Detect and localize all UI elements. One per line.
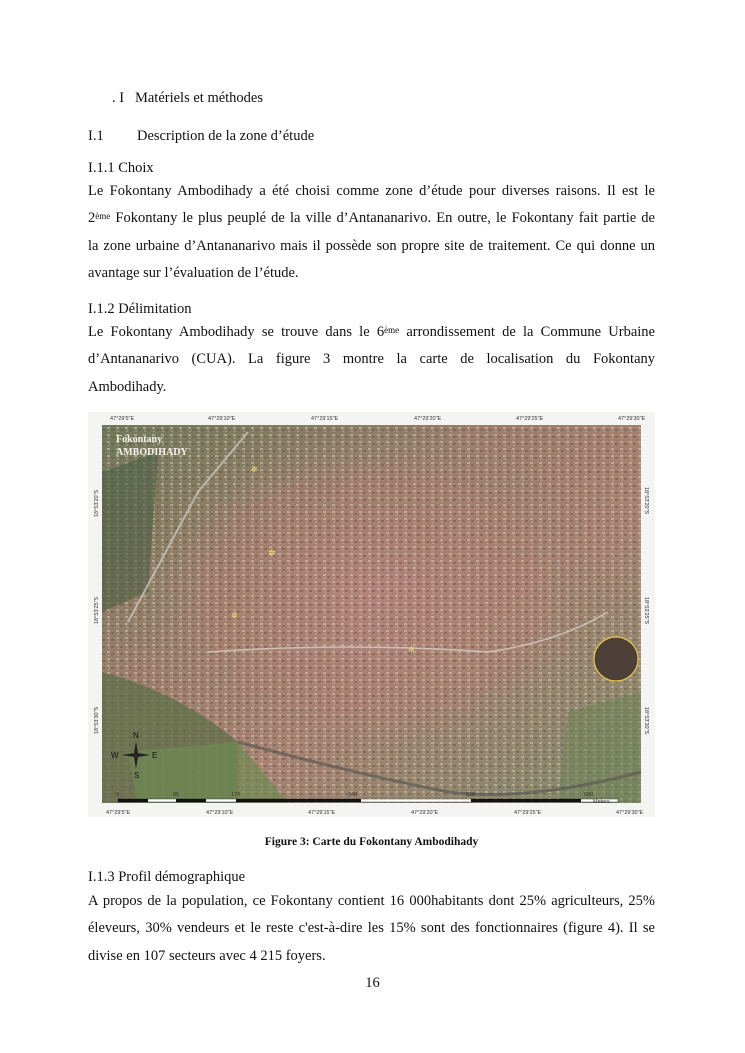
delim-line-1 — [88, 319, 655, 346]
choix-line-3: la zone urbaine d’Antananarivo mais il possède son propre site de traitement. Ce qui donne un — [88, 237, 655, 254]
left-tick-label: 18°53'30"S — [94, 706, 100, 734]
compass-e: E — [152, 751, 158, 760]
profil-line-2: éleveurs, 30% vendeurs et le reste c'est-à-dire les 15% sont des fonctionnaires (figure 4). Il se — [88, 920, 655, 937]
right-tick-label: 18°53'25"S — [643, 597, 649, 625]
ordinal-suffix: ème — [95, 211, 111, 222]
subsection-title: Description de la zone d’étude — [137, 128, 315, 144]
map-title-line-1: Fokontany — [116, 434, 163, 445]
figure-caption: Figure 3: Carte du Fokontany Ambodihady — [264, 836, 479, 848]
choix-line-2 — [88, 205, 655, 232]
profil-paragraph — [88, 888, 655, 970]
ordinal-number: 2 — [88, 210, 96, 227]
top-tick-label: 47°29'5"E — [110, 416, 135, 422]
marker-star: ✲ — [408, 645, 415, 654]
choix-line-4: avantage sur l’évaluation de l’étude. — [88, 264, 299, 281]
section-number: . I — [112, 90, 125, 106]
profil-heading: I.1.3 Profil démographique — [88, 869, 246, 885]
bottom-tick-label: 47°29'10"E — [206, 810, 234, 816]
bottom-tick-label: 47°29'25"E — [514, 810, 542, 816]
bottom-tick-label: 47°29'5"E — [106, 810, 131, 816]
section-title: Matériels et méthodes — [134, 90, 264, 106]
left-tick-label: 18°53'20"S — [94, 489, 100, 517]
map-title-line-2: AMBODIHADY — [116, 447, 188, 458]
delimitation-heading: I.1.2 Délimitation — [88, 301, 192, 317]
marker-star: ✲ — [231, 611, 238, 620]
right-tick-label: 18°53'30"S — [643, 707, 649, 735]
scale-label: 85 — [173, 792, 180, 798]
highlight-circle — [594, 637, 638, 681]
scale-label: 0 — [116, 792, 120, 798]
choix-paragraph — [88, 178, 655, 287]
top-tick-label: 47°29'30"E — [618, 416, 646, 422]
compass-n: N — [133, 731, 139, 740]
compass-s: S — [134, 771, 140, 780]
bottom-tick-label: 47°29'30"E — [616, 810, 644, 816]
scale-label: 510 — [466, 792, 476, 798]
top-tick-label: 47°29'15"E — [311, 416, 339, 422]
top-tick-label: 47°29'25"E — [516, 416, 544, 422]
page-number: 16 — [365, 975, 380, 991]
bottom-tick-label: 47°29'15"E — [308, 810, 336, 816]
subsection-heading — [88, 128, 314, 145]
section-heading — [112, 90, 263, 107]
profil-line-3: divise en 107 secteurs avec 4 215 foyers. — [88, 947, 326, 964]
choix-heading: I.1.1 Choix — [88, 160, 154, 176]
subsection-number: I.1 — [88, 128, 104, 144]
ordinal-suffix: ème — [384, 325, 400, 335]
fokontany-map — [88, 412, 655, 817]
satellite-image — [102, 425, 641, 803]
top-tick-label: 47°29'20"E — [414, 416, 442, 422]
marker-star: ✲ — [268, 548, 276, 558]
delimitation-paragraph — [88, 319, 655, 401]
choix-line-2-text: Fokontany le plus peuplé de la ville d’Antananarivo. En outre, le Fokontany fait partie de — [110, 210, 655, 227]
compass-w: W — [111, 751, 119, 760]
marker-star: ✲ — [251, 465, 258, 474]
scale-label: 340 — [348, 792, 358, 798]
left-tick-label: 18°53'25"S — [94, 596, 100, 624]
scale-unit: Meters — [593, 799, 610, 805]
delim-line-3: Ambodihady. — [88, 378, 167, 395]
choix-line-1: Le Fokontany Ambodihady a été choisi comme zone d’étude pour diverses raisons. Il est le — [88, 183, 655, 199]
right-tick-label: 18°53'20"S — [643, 487, 649, 515]
bottom-tick-label: 47°29'20"E — [411, 810, 439, 816]
profil-line-1: A propos de la population, ce Fokontany contient 16 000habitants dont 25% agriculteurs, 25% — [88, 893, 655, 909]
top-tick-label: 47°29'10"E — [208, 416, 236, 422]
delim-line-1-text: Le Fokontany Ambodihady se trouve dans le 6 — [88, 324, 385, 340]
scale-label: 170 — [231, 792, 241, 798]
delim-line-1-rest: arrondissement de la Commune Urbaine — [399, 324, 655, 340]
delim-line-2: d’Antananarivo (CUA). La figure 3 montre la carte de localisation du Fokontany — [88, 351, 655, 368]
scale-label: 680 — [584, 792, 594, 798]
